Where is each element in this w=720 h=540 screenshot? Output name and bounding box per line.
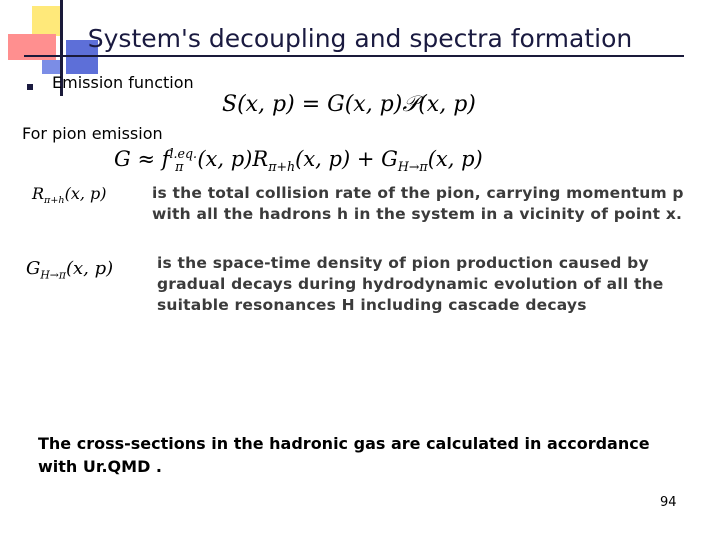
eq-g-f-sup: l.eq. xyxy=(169,146,198,161)
description-collision-rate: is the total collision rate of the pion, carrying momentum p with all the hadrons h in the system in a vicinity of point x. xyxy=(152,184,684,223)
eq-g-g-sub: H→π xyxy=(397,159,428,175)
sym-g-base: G xyxy=(26,258,41,279)
equation-emission-function: S(x, p) = G(x, p)𝒫(x, p) xyxy=(222,92,476,117)
eq-g-f-sub: π xyxy=(175,159,184,175)
bullet-square-icon xyxy=(27,84,33,90)
symbol-production-density xyxy=(26,258,113,282)
eq-g-end: (x, p) xyxy=(427,147,483,171)
title-underline xyxy=(24,55,684,57)
sym-r-base: R xyxy=(32,184,45,203)
eq-g-mid: (x, p)R xyxy=(197,147,269,171)
bullet-emission-function: Emission function xyxy=(52,73,194,92)
equation-pion-emission xyxy=(114,146,483,174)
page-number: 94 xyxy=(660,495,677,510)
eq-g-lhs: G ≈ f xyxy=(114,147,170,171)
footer-note: The cross-sections in the hadronic gas are calculated in accordance with Ur.QMD . xyxy=(38,434,650,476)
blue-square-small xyxy=(42,60,62,74)
description-production-density: is the space-time density of pion production caused by gradual decays during hydrodynamic evolution of all the suitable resonances H including cascade decays xyxy=(157,254,664,314)
slide-title: System's decoupling and spectra formation xyxy=(87,24,633,53)
eq-g-mid2: (x, p) + G xyxy=(295,147,398,171)
sym-g-sub: H→π xyxy=(40,268,66,282)
sym-r-sub: π+h xyxy=(44,195,65,207)
pion-emission-label: For pion emission xyxy=(22,124,163,143)
eq-g-r-sub: π+h xyxy=(268,159,296,175)
sym-r-args: (x, p) xyxy=(64,184,107,203)
sym-g-args: (x, p) xyxy=(65,258,114,279)
symbol-collision-rate xyxy=(32,184,107,206)
